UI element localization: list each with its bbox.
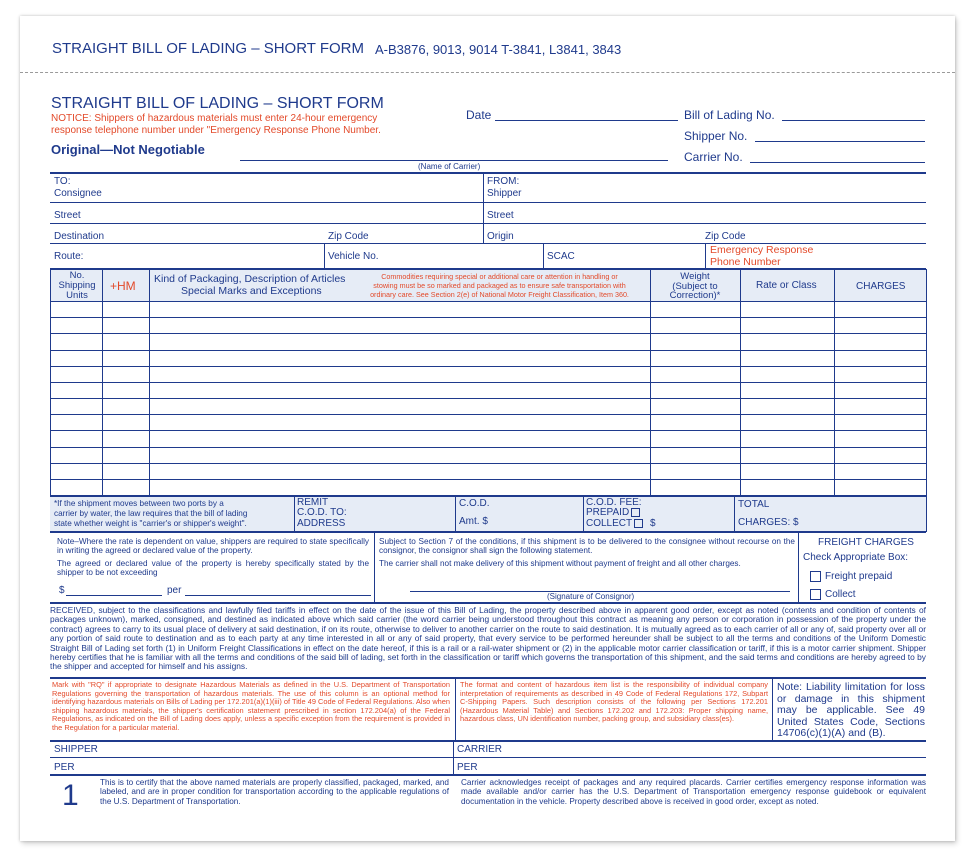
freight-collect-label: Collect [825,589,856,601]
col-hm-header: +HM [110,279,136,293]
shipper-field[interactable] [483,202,926,203]
value-per: per [167,585,182,596]
col-units-line-2: Shipping [58,280,96,291]
signature-top-rule [50,740,926,742]
cod-fee-label: C.O.D. FEE: [586,497,642,508]
street-left-label: Street [54,210,81,221]
hazmat-mid-note: The format and content of hazardous item list is the responsibility of individual company interpretation of requirements as described in 49 Code of Federal Regulations 172, Subpart C-Shipping Papers. Such description consists of the following per Sections 172.201 (Hazardous Material Table) and Sections 172.202 and 172.203: Proper shipping name, hazardous class, UN identification number, packing group, and subsidiary class(es). [460,680,768,724]
emergency-line-1: Emergency Response [710,244,814,256]
table-row-line[interactable] [50,430,926,431]
col-line [740,269,741,496]
address-divider [483,173,484,243]
shipper-label: Shipper [487,188,522,199]
col-rate-header: Rate or Class [756,280,817,291]
ports-note-line-2: carrier by water, the law requires that the bill of lading [54,508,248,518]
freight-prepaid-label: Freight prepaid [825,571,893,583]
form-title: STRAIGHT BILL OF LADING – SHORT FORM [51,95,384,112]
col-charges-header: CHARGES [856,281,906,292]
table-row-line[interactable] [50,414,926,415]
signature-divider [453,741,454,775]
bol-label: Bill of Lading No. [684,108,775,122]
freight-divider [798,532,799,602]
freight-charges-title: FREIGHT CHARGES [818,537,914,548]
strip-codes: A-B3876, 9013, 9014 T-3841, L3841, 3843 [375,42,622,57]
freight-collect-option[interactable] [810,589,856,600]
from-label: FROM: [487,176,520,187]
date-field[interactable] [495,120,678,121]
commodities-note-line-1: Commodities requiring special or additional care or attention in handling or [381,272,618,281]
value-note: Note–Where the rate is dependent on value, shippers are required to state specifically in writing the agreed or declared value of the property. [57,537,369,556]
collect-checkbox[interactable] [634,519,643,528]
notice-line-2: response telephone number under "Emergency Response Phone Number. [51,125,381,136]
col-weight-header [652,272,738,301]
ports-note-line-1: *If the shipment moves between two ports by a [54,499,224,508]
emergency-divider [705,243,706,269]
cod-fee-divider [583,496,584,531]
per-right-label: PER [457,762,478,773]
total-charges-label: CHARGES: $ [738,517,799,528]
col-weight-line-1: Weight [680,271,710,282]
remit-top-rule [50,495,926,497]
table-row-line[interactable] [50,317,926,318]
check-box-label: Check Appropriate Box: [803,552,909,563]
ports-note [54,499,294,528]
cod-divider [455,496,456,531]
to-label: TO: [54,176,71,187]
scac-divider [543,243,544,269]
col-line [50,269,51,496]
freight-prepaid-option[interactable] [810,571,892,582]
table-row-line[interactable] [50,447,926,448]
table-row-line[interactable] [50,398,926,399]
shipper-no-label: Shipper No. [684,129,748,143]
collect-option[interactable] [586,519,643,529]
certify-text: This is to certify that the above named materials are properly classified, packaged, marked, and labeled, and are in proper condition for transportation according to the applicable regulations of the U.S. Department of Transportation. [100,778,449,806]
col-line [834,269,835,496]
street-right-label: Street [487,210,514,221]
remit-label: REMIT [297,497,329,508]
table-row-line[interactable] [50,382,926,383]
freight-prepaid-checkbox[interactable] [810,571,821,582]
hazmat-divider-2 [772,678,773,740]
address-top-rule [50,172,926,174]
shipper-carrier-sign-field[interactable] [50,757,926,758]
table-row-line[interactable] [50,463,926,464]
hazmat-divider-1 [455,678,456,740]
hazmat-left-note: Mark with "RQ" if appropriate to designate Hazardous Materials as defined in the U.S. Department of Transportation Regulations governing the transportation of hazardous materials. The use of this column is an optional method for identifying hazardous materials on Bills of Lading per 172.201(a)(1)(iii) of Title 49 Code of Federal Regulations. Also when shipping hazardous materials, the shipper's certification statement prescribed in section 172.204(a) of the Federal Regulations, as indicated on the Bill of Lading does apply, unless a specific exception from the requirement is provided in the Regulation for a particular material. [52,680,450,732]
scac-label: SCAC [547,251,575,262]
zip-left-label: Zip Code [328,231,369,242]
address-label: ADDRESS [297,518,346,529]
original-label: Original—Not Negotiable [51,142,205,157]
total-label: TOTAL [738,499,770,510]
vehicle-label: Vehicle No. [328,251,379,262]
col-units-header [52,271,102,301]
col-weight-line-3: Correction)* [669,290,721,301]
prepaid-checkbox[interactable] [631,508,640,517]
emergency-line-2: Phone Number [710,256,781,268]
shipper-sign-label: SHIPPER [54,744,98,755]
commodities-note [351,272,648,299]
collect-label: COLLECT [586,518,633,530]
signature-label: (Signature of Consignor) [547,592,635,601]
copy-number: 1 [62,779,79,812]
cod-to-label: C.O.D. TO: [297,507,347,518]
section7-text: Subject to Section 7 of the conditions, if this shipment is to be delivered to the consignee without recourse on the consignor, the consignor shall sign the following statement. [379,537,795,556]
total-divider [734,496,735,531]
liability-note: Note: Liability limitation for loss or damage in this shipment may be applicable. See 49 United States Code, Sections 14706(c)(1)(A) and (B). [777,681,925,740]
carrier-no-label: Carrier No. [684,150,743,164]
bol-field[interactable] [782,120,925,121]
col-units-line-1: No. [69,270,85,281]
carrier-sign-label: CARRIER [457,744,503,755]
table-row-line[interactable] [50,479,926,480]
carrier-ack-text: Carrier acknowledges receipt of packages and any required placards. Carrier certifies emergency response information was made available and/or carrier has the U.S. Department of Transportation emergency response guidebook or equivalent documentation in the vehicle. Property described above is received in good order, except as noted. [461,778,926,806]
value-amount-field[interactable] [66,595,162,596]
notice-line-1: NOTICE: Shippers of hazardous materials must enter 24-hour emergency [51,113,378,124]
street-left-field[interactable] [50,223,483,224]
value-dollar: $ [59,585,65,596]
per-sign-field[interactable] [50,774,926,776]
no-delivery-text: The carrier shall not make delivery of this shipment without payment of freight and all other charges. [379,559,741,568]
section7-divider [374,532,375,602]
remit-bottom-rule [50,531,926,533]
value-per-field[interactable] [185,595,371,596]
col-line [102,269,103,496]
prepaid-option[interactable] [586,508,640,518]
zip-right-label: Zip Code [705,231,746,242]
commodities-note-line-2: stowing must be so marked and packaged as to ensure safe transportation with [373,281,626,290]
freight-collect-checkbox[interactable] [810,589,821,600]
perforation-line [20,72,955,73]
route-label: Route: [54,251,84,262]
cod-fee-dollar: $ [650,518,656,529]
col-kind-line-1: Kind of Packaging, Description of Articles [154,273,346,285]
table-row-line[interactable] [50,333,926,334]
table-row-line[interactable] [50,350,926,351]
remit-divider [294,496,295,531]
hazmat-top-rule [50,677,926,679]
col-line [926,269,927,532]
strip-title: STRAIGHT BILL OF LADING – SHORT FORM [52,40,365,57]
commodities-note-line-3: ordinary care. See Section 2(e) of National Motor Freight Classification, Item 360. [370,290,629,299]
cod-amount-label: Amt. $ [459,516,488,527]
per-left-label: PER [54,762,75,773]
col-weight-line-2: (Subject to [672,280,718,292]
cod-label: C.O.D. [459,498,490,509]
shipper-no-field[interactable] [755,141,925,142]
received-top-rule [50,602,926,604]
carrier-name-label: (Name of Carrier) [418,162,481,171]
table-top-rule [50,268,926,270]
route-divider [324,243,325,269]
col-kind-line-2: Special Marks and Exceptions [181,285,322,297]
col-line [149,269,150,496]
street-right-field[interactable] [483,223,926,224]
carrier-name-field[interactable] [240,160,668,161]
declared-value-note: The agreed or declared value of the property is hereby specifically stated by the shipper to be not exceeding [57,559,369,578]
carrier-no-field[interactable] [750,162,925,163]
table-row-line[interactable] [50,366,926,367]
ports-note-line-3: state whether weight is "carrier's or shipper's weight". [54,518,247,528]
consignee-label: Consignee [54,188,102,199]
destination-label: Destination [54,231,105,242]
origin-label: Origin [487,231,514,242]
table-header-bottom [50,301,926,302]
consignee-field[interactable] [50,202,483,203]
col-line [650,269,651,496]
date-label: Date [466,108,492,122]
received-text: RECEIVED, subject to the classifications and lawfully filed tariffs in effect on the date of the issue of this Bill of Lading, the property described above in apparent good order, except as noted (contents and condition of contents of packages unknown), marked, consigned, and destined as indicated above which said carrier (the word carrier being understood throughout this contract as meaning any person or corporation in possession of the property under the contract) agrees to carry to its usual place of delivery at said destination, if on its route, otherwise to deliver to another carrier on the route to said destination. It is mutually agreed as to each carrier of all or any of, said property over all or any portion of said route to destination and as to each party at any time interested in all or any of said property, that every service to be performed hereunder shall be subject to all the terms and conditions of the Uniform Domestic Straight Bill of Lading set forth (1) in Uniform Freight Classifications in effect on the date hereof, if this is a rail or a rail-water shipment or (2) in the applicable motor carrier classification or tariff, if this is a motor carrier shipment. Shipper hereby certifies that he is familiar with all the terms and conditions of the said bill of lading, set forth in the classification or tariff which governs the transportation of this shipment, and the said terms and conditions are hereby agreed to by the shipper and accepted for himself and his assigns. [50,605,926,672]
col-units-line-3: Units [66,290,88,301]
prepaid-label: PREPAID [586,507,630,519]
